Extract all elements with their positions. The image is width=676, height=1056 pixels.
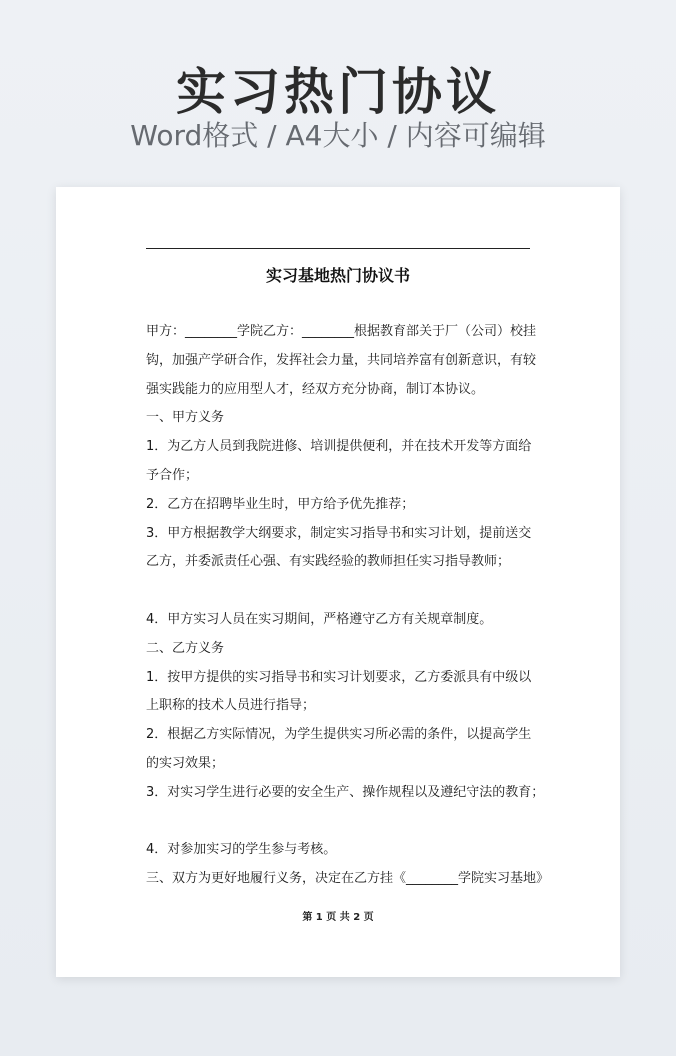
body-line: 2．乙方在招聘毕业生时，甲方给予优先推荐；: [146, 496, 415, 512]
body-line: 钩，加强产学研合作，发挥社会力量，共同培养富有创新意识，有较: [146, 352, 537, 368]
blank-line: [146, 577, 530, 606]
body-line: 1．按甲方提供的实习指导书和实习计划要求，乙方委派具有中级以: [146, 669, 532, 685]
body-line: 2．根据乙方实际情况，为学生提供实习所必需的条件，以提高学生: [146, 727, 532, 743]
body-line: 强实践能力的应用型人才，经双方充分协商，制订本协议。: [146, 381, 485, 397]
body-line: 3．对实习学生进行必要的安全生产、操作规程以及遵纪守法的教育；: [146, 784, 545, 800]
document-title: 实习基地热门协议书: [265, 266, 410, 285]
banner-title: 实习热门协议: [176, 63, 500, 121]
body-line: 1．为乙方人员到我院进修、培训提供便利，并在技术开发等方面给: [146, 439, 532, 455]
body-line: 予合作；: [146, 467, 199, 483]
page-number-footer: 第 1 页 共 2 页: [302, 912, 374, 923]
body-line: 4．甲方实习人员在实习期间，严格遵守乙方有关规章制度。: [146, 611, 493, 627]
header-rule: [146, 248, 530, 249]
preview-banner: [0, 0, 676, 186]
banner-subtitle: Word格式 / A4大小 / 内容可编辑: [130, 119, 546, 152]
document-body: [146, 318, 550, 894]
section-heading: 二、乙方义务: [146, 640, 225, 656]
body-line: 乙方，并委派责任心强、有实践经验的教师担任实习指导教师；: [146, 554, 511, 570]
document-page: [56, 187, 620, 977]
body-line: 3．甲方根据教学大纲要求，制定实习指导书和实习计划，提前送交: [146, 525, 532, 541]
body-line: 4．对参加实习的学生参与考核。: [146, 842, 337, 858]
section-heading: 一、甲方义务: [146, 410, 225, 426]
blank-line: [146, 808, 530, 837]
body-line: 甲方：________学院乙方：________根据教育部关于厂（公司）校挂: [146, 324, 537, 339]
body-line: 的实习效果；: [146, 755, 225, 771]
body-line: 上职称的技术人员进行指导；: [146, 698, 316, 714]
body-line: 三、双方为更好地履行义务，决定在乙方挂《________学院实习基地》: [146, 871, 550, 887]
